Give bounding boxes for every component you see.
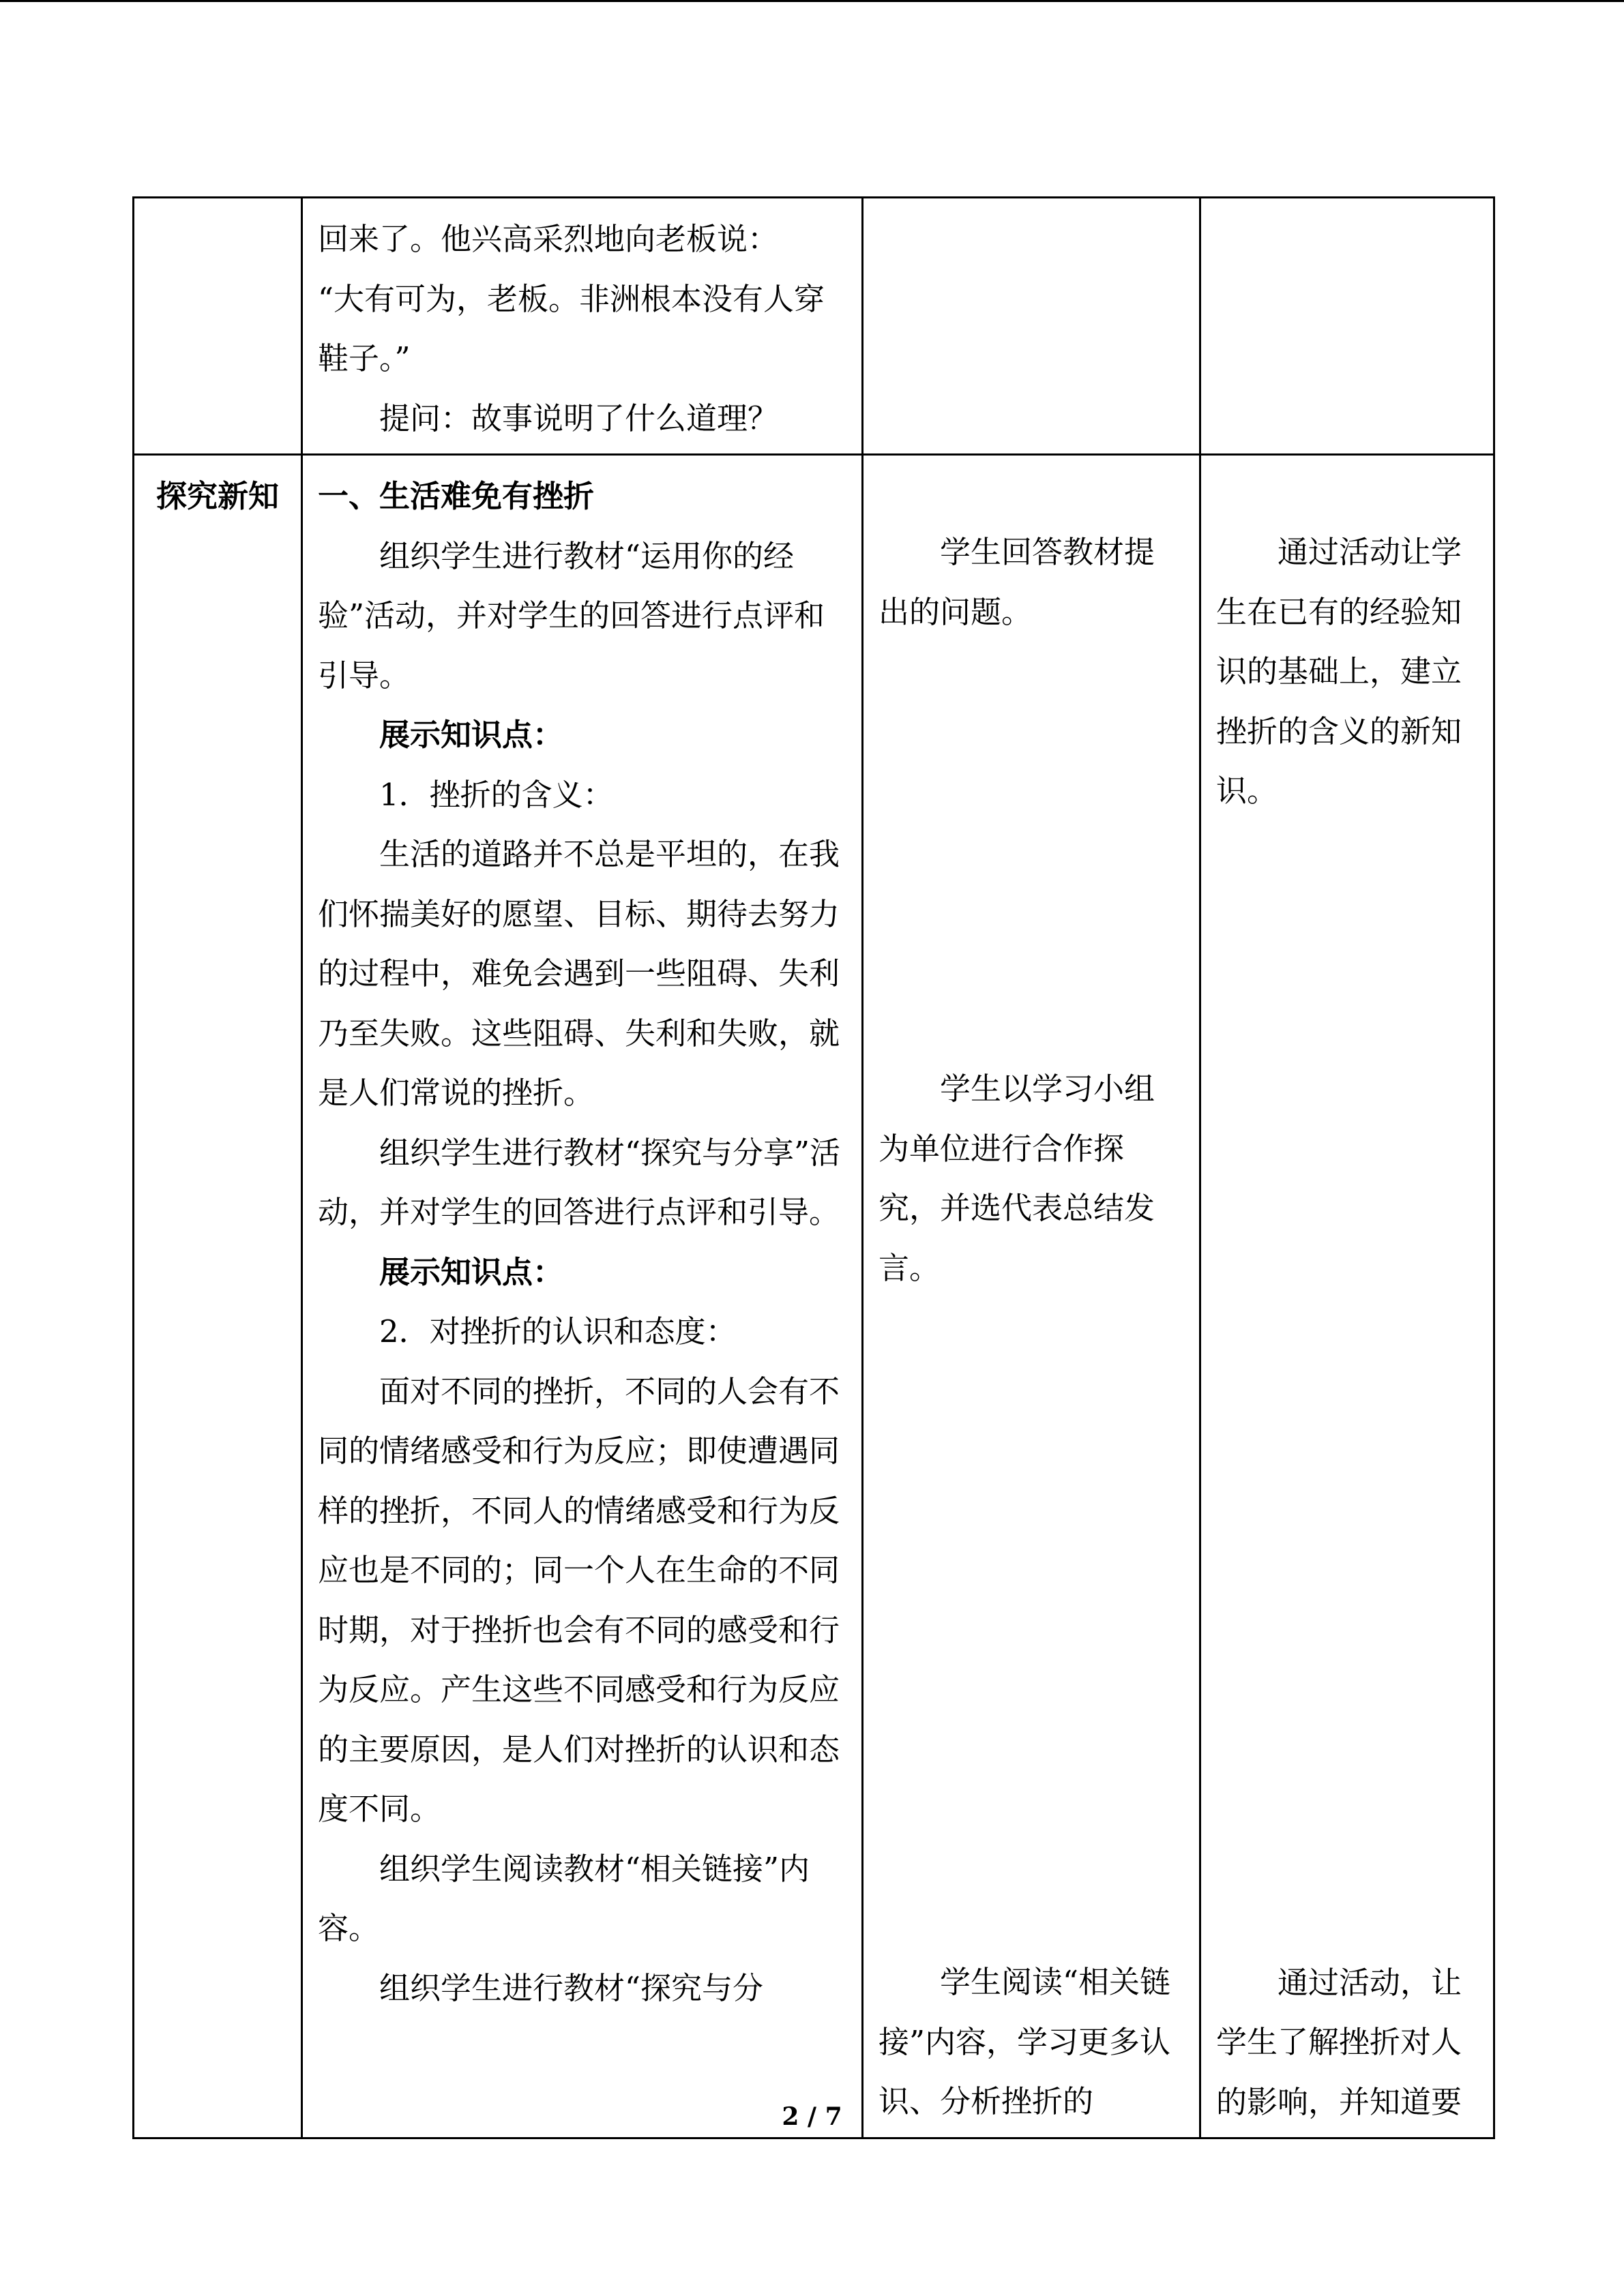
paragraph: 组织学生进行教材“探究与分享”活动，并对学生的回答进行点评和引导。 <box>318 1134 841 1230</box>
table-row <box>134 455 1494 2138</box>
paragraph: 组织学生进行教材“运用你的经验”活动，并对学生的回答进行点评和引导。 <box>318 537 825 694</box>
paragraph: 组织学生阅读教材“相关链接”内容。 <box>318 1850 810 1946</box>
teacher-activity-cell <box>302 455 863 2138</box>
design-purpose-cell <box>1200 455 1494 2138</box>
paragraph: 生活的道路并不总是平坦的，在我们怀揣美好的愿望、目标、期待去努力的过程中，难免会遇到一些阻碍、失利乃至失败。这些阻碍、失利和失败，就是人们常说的挫折。 <box>318 836 840 1111</box>
stage-cell <box>134 198 302 455</box>
paragraph: 学生以学习小组为单位进行合作探究，并选代表总结发言。 <box>879 1071 1155 1286</box>
knowledge-heading: 展示知识点： <box>379 717 564 753</box>
teacher-activity-cell <box>302 198 863 455</box>
paragraph: 通过活动，让学生了解挫折对人的影响，并知道要 <box>1216 1964 1462 2120</box>
page-top-border <box>0 0 1624 2</box>
paragraph: 面对不同的挫折，不同的人会有不同的情绪感受和行为反应；即使遭遇同样的挫折，不同人的情绪感受和行为反应也是不同的；同一个人在生命的不同时期，对于挫折也会有不同的感受和行为反应。产生这些不同感受和行为反应的主要原因，是人们对挫折的认识和态度不同。 <box>318 1373 840 1827</box>
paragraph: 通过活动让学生在已有的经验知识的基础上，建立挫折的含义的新知识。 <box>1216 534 1462 809</box>
text-line: “大有可为，老板。非洲根本没有人穿鞋子。” <box>318 280 825 376</box>
paragraph: 学生阅读“相关链接”内容，学习更多认识、分析挫折的 <box>879 1964 1171 2119</box>
text-line: 回来了。他兴高采烈地向老板说： <box>318 221 779 257</box>
knowledge-title: 1．挫折的含义： <box>379 776 614 813</box>
knowledge-heading: 展示知识点： <box>379 1253 564 1290</box>
table-row <box>134 198 1494 455</box>
design-purpose-cell <box>1200 198 1494 455</box>
knowledge-title: 2．对挫折的认识和态度： <box>379 1313 737 1350</box>
lesson-plan-table <box>132 196 1495 2139</box>
stage-cell: 探究新知 <box>134 455 302 2138</box>
page-number: 2 / 7 <box>782 2102 842 2131</box>
student-activity-cell <box>863 455 1200 2138</box>
paragraph: 学生回答教材提出的问题。 <box>879 534 1155 630</box>
section-heading: 一、生活难免有挫折 <box>318 478 595 514</box>
question-line: 提问：故事说明了什么道理？ <box>379 400 779 436</box>
student-activity-cell <box>863 198 1200 455</box>
paragraph: 组织学生进行教材“探究与分 <box>379 1969 764 2006</box>
